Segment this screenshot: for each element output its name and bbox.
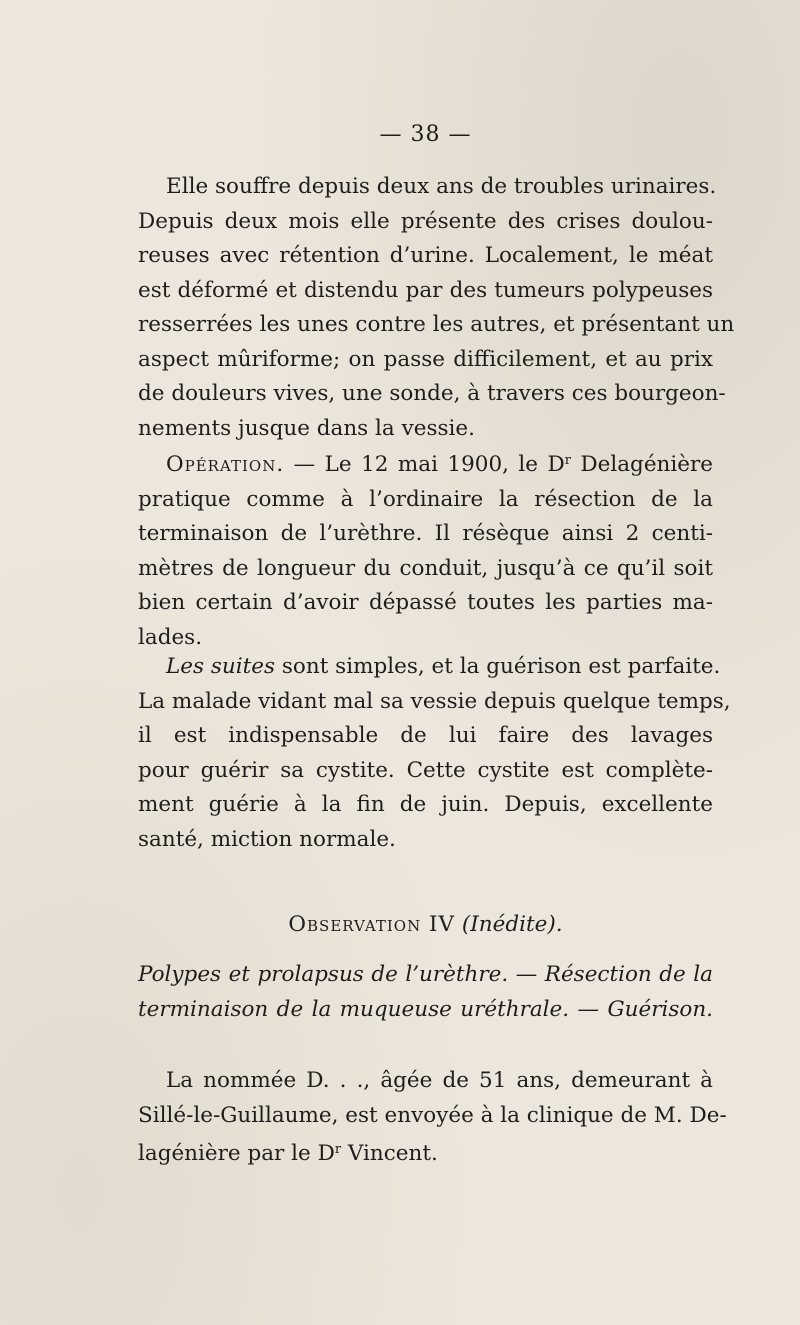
outcome-heading: Les suites: [166, 654, 276, 679]
text-line: Elle souffre depuis deux ans de troubles urinaires.: [166, 174, 717, 199]
page-number: — 38 —: [379, 122, 472, 147]
summary-fragment: terminaison de la muqueuse uréthrale.: [138, 996, 570, 1022]
observation-heading: [138, 912, 713, 937]
text-line: il est indispensable de lui faire des lavages: [138, 723, 713, 748]
summary-fragment: —: [515, 962, 545, 987]
text-fragment: — Le 12 mai 1900, le D: [293, 452, 565, 477]
text-line: bien certain d’avoir dépassé toutes les parties ma-: [138, 590, 713, 615]
observation-summary: [138, 958, 713, 1027]
text-line: de douleurs vives, une sonde, à travers ces bourgeon-: [138, 381, 726, 406]
text-line: pratique comme à l’ordinaire la résection de la: [138, 486, 713, 512]
paragraph-outcome: [138, 650, 731, 857]
text-fragment: sont simples, et la guérison est parfaite.: [275, 654, 721, 679]
summary-line: [138, 958, 713, 993]
text-fragment: lagénière par le D: [138, 1141, 335, 1166]
summary-fragment: —: [569, 996, 608, 1022]
paragraph-operation: [138, 444, 713, 655]
text-line: La malade vidant mal sa vessie depuis quelque temps,: [138, 688, 731, 714]
superscript: r: [334, 1142, 342, 1157]
text-line: Sillé-le-Guillaume, est envoyée à la clinique de M. De-: [138, 1102, 727, 1128]
text-line: terminaison de l’urèthre. Il résèque ainsi 2 centi-: [138, 521, 713, 546]
superscript: r: [564, 453, 571, 468]
text-line: reuses avec rétention d’urine. Localement, le méat: [138, 243, 713, 268]
text-line: ment guérie à la fin de juin. Depuis, excellente: [138, 792, 713, 817]
text-fragment: Delagénière: [570, 452, 713, 477]
text-line: lades.: [138, 624, 203, 650]
summary-fragment: Guérison.: [607, 996, 714, 1022]
text-line: La nommée D. . ., âgée de 51 ans, demeurant à: [166, 1068, 713, 1093]
text-line: est déformé et distendu par des tumeurs polypeuses: [138, 277, 713, 303]
paragraph-symptoms: [138, 170, 735, 446]
observation-note: (Inédite).: [461, 912, 563, 937]
observation-label: Observation IV: [288, 912, 456, 937]
summary-fragment: Polypes et prolapsus de l’urèthre.: [138, 962, 509, 987]
text-line: [138, 650, 721, 685]
summary-line: [138, 993, 713, 1028]
summary-fragment: Résection de la: [544, 962, 713, 987]
text-line: Depuis deux mois elle présente des crises doulou-: [138, 208, 713, 234]
text-line: santé, miction normale.: [138, 826, 396, 852]
text-line: nements jusque dans la vessie.: [138, 415, 475, 441]
text-line: resserrées les unes contre les autres, et présentant un: [138, 312, 735, 337]
operation-heading: Opération.: [166, 452, 285, 477]
text-line: mètres de longueur du conduit, jusqu’à ce qu’il soit: [138, 555, 713, 581]
paragraph-patient: [138, 1064, 727, 1172]
text-line: [138, 1133, 713, 1172]
text-line: pour guérir sa cystite. Cette cystite est complète-: [138, 757, 713, 783]
text-line: aspect mûriforme; on passe difficilement, et au prix: [138, 346, 713, 372]
text-fragment: Vincent.: [341, 1141, 438, 1166]
text-line: [138, 444, 713, 483]
